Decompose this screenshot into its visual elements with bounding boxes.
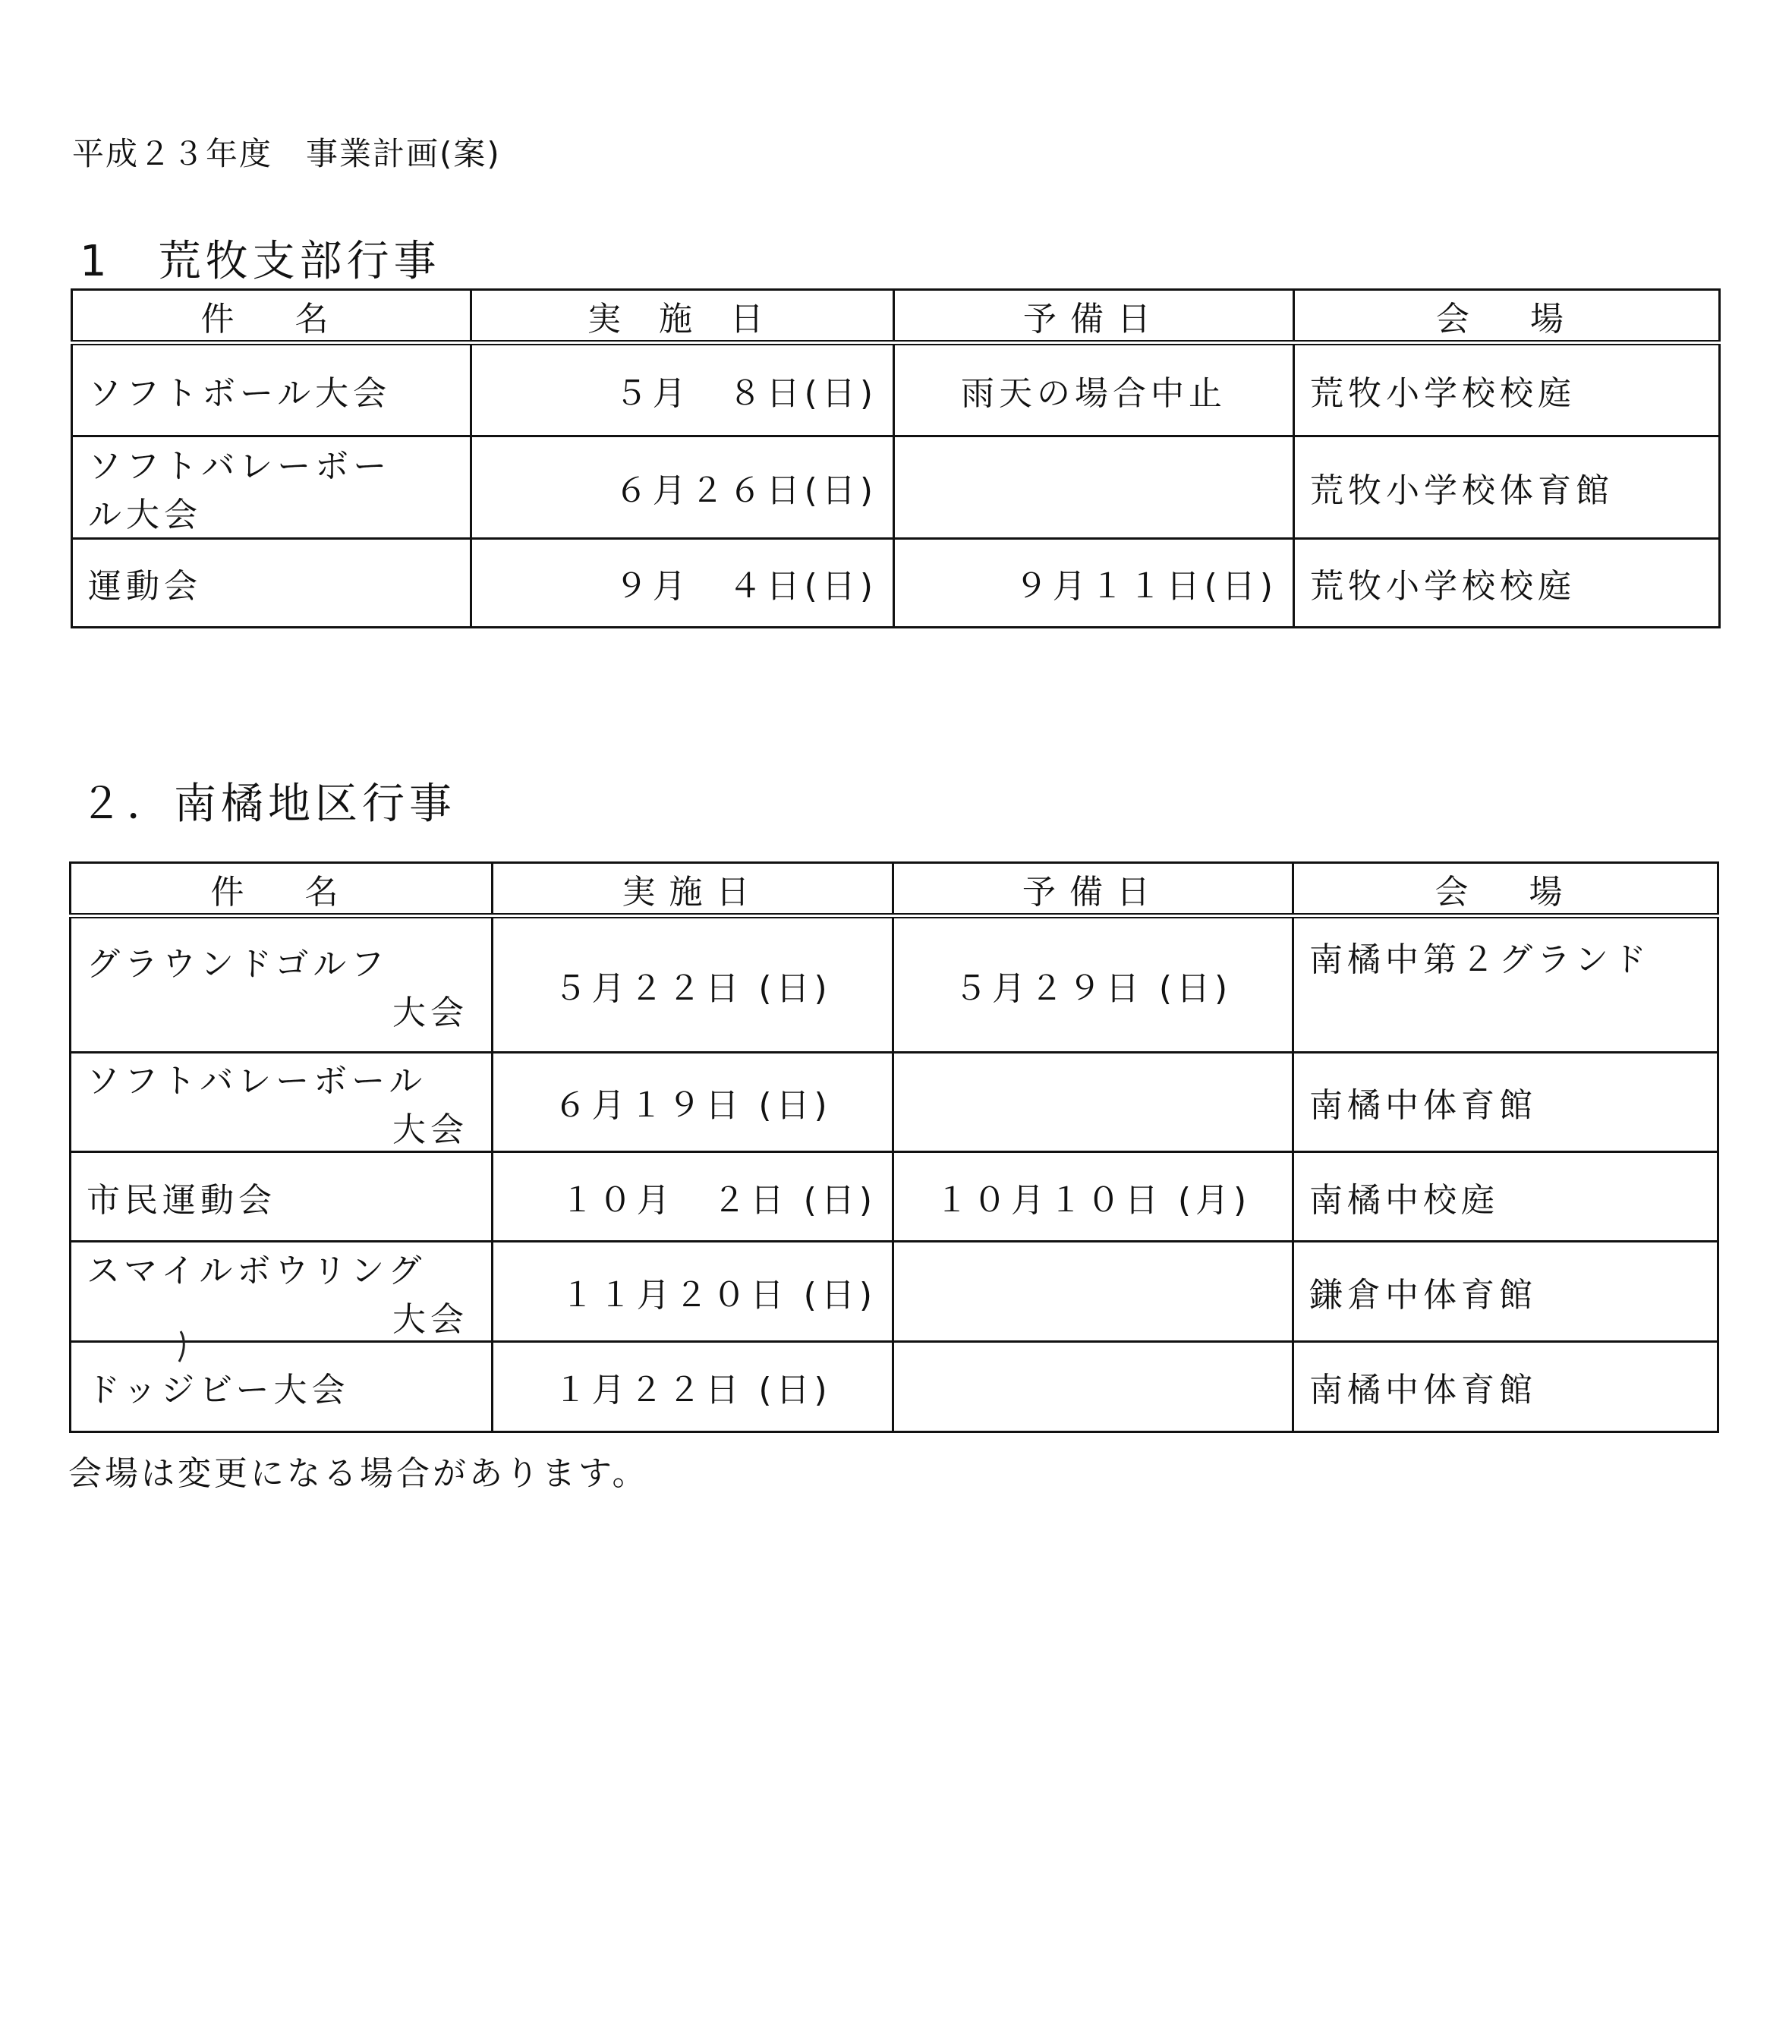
document-title: 平成２３年度 事業計画(案): [72, 135, 501, 172]
spare-date: [893, 1242, 1293, 1342]
event-date: １月２２日 (日): [493, 1342, 893, 1432]
event-name: ソフトボール大会: [72, 343, 471, 436]
table-row: [71, 916, 1718, 1053]
table-row: [72, 343, 1720, 436]
venue: 南橘中校庭: [1293, 1152, 1718, 1242]
event-date: ５月２２日 (日): [493, 916, 893, 1053]
header-venue: 会 場: [1293, 863, 1718, 916]
venue: 鎌倉中体育館: [1293, 1242, 1718, 1342]
table-row: [71, 1152, 1718, 1242]
event-date: １１月２０日 (日): [493, 1242, 893, 1342]
header-spare-date: 予備日: [893, 863, 1293, 916]
table-header-row: [71, 863, 1718, 916]
spare-date: ９月１１日(日): [894, 539, 1294, 628]
event-date: ５月 ８日(日): [471, 343, 894, 436]
header-date: 実施日: [493, 863, 893, 916]
spare-date: [893, 1053, 1293, 1152]
event-name: ドッジビー大会: [71, 1342, 493, 1432]
event-name: グラウンドゴルフ 大会: [71, 916, 493, 1053]
section-2-title: ２．南橘地区行事: [80, 779, 456, 829]
venue: 南橘中体育館: [1293, 1053, 1718, 1152]
venue: 荒牧小学校体育館: [1294, 436, 1720, 539]
venue: 南橘中第２グランド: [1293, 916, 1718, 1053]
header-spare-date: 予備日: [894, 290, 1294, 343]
table-row: [72, 436, 1720, 539]
header-event-name: 件 名: [71, 863, 493, 916]
event-name: ソフトバレーボー ル大会: [72, 436, 471, 539]
event-date: ９月 ４日(日): [471, 539, 894, 628]
section-2-table: [69, 861, 1719, 1433]
spare-date: [893, 1342, 1293, 1432]
event-name: ソフトバレーボール 大会: [71, 1053, 493, 1152]
footnote: 会場は変更になる場合があります。: [68, 1454, 649, 1493]
table-row: [71, 1242, 1718, 1342]
table-row: [72, 539, 1720, 628]
pen-mark: [176, 1328, 191, 1366]
venue: 荒牧小学校校庭: [1294, 539, 1720, 628]
header-venue: 会 場: [1294, 290, 1720, 343]
header-event-name: 件 名: [72, 290, 471, 343]
spare-date: ５月２９日 (日): [893, 916, 1293, 1053]
event-date: １０月 ２日 (日): [493, 1152, 893, 1242]
header-date: 実 施 日: [471, 290, 894, 343]
section-1-table: [71, 288, 1721, 628]
event-date: ６月２６日(日): [471, 436, 894, 539]
section-1-title: 1 荒牧支部行事: [80, 237, 441, 286]
table-row: [71, 1053, 1718, 1152]
venue: 荒牧小学校校庭: [1294, 343, 1720, 436]
table-row: [71, 1342, 1718, 1432]
event-name: 運動会: [72, 539, 471, 628]
spare-date: [894, 436, 1294, 539]
event-name: 市民運動会: [71, 1152, 493, 1242]
table-header-row: [72, 290, 1720, 343]
event-name: スマイルボウリング 大会: [71, 1242, 493, 1342]
event-date: ６月１９日 (日): [493, 1053, 893, 1152]
venue: 南橘中体育館: [1293, 1342, 1718, 1432]
spare-date: １０月１０日 (月): [893, 1152, 1293, 1242]
spare-date: 雨天の場合中止: [894, 343, 1294, 436]
